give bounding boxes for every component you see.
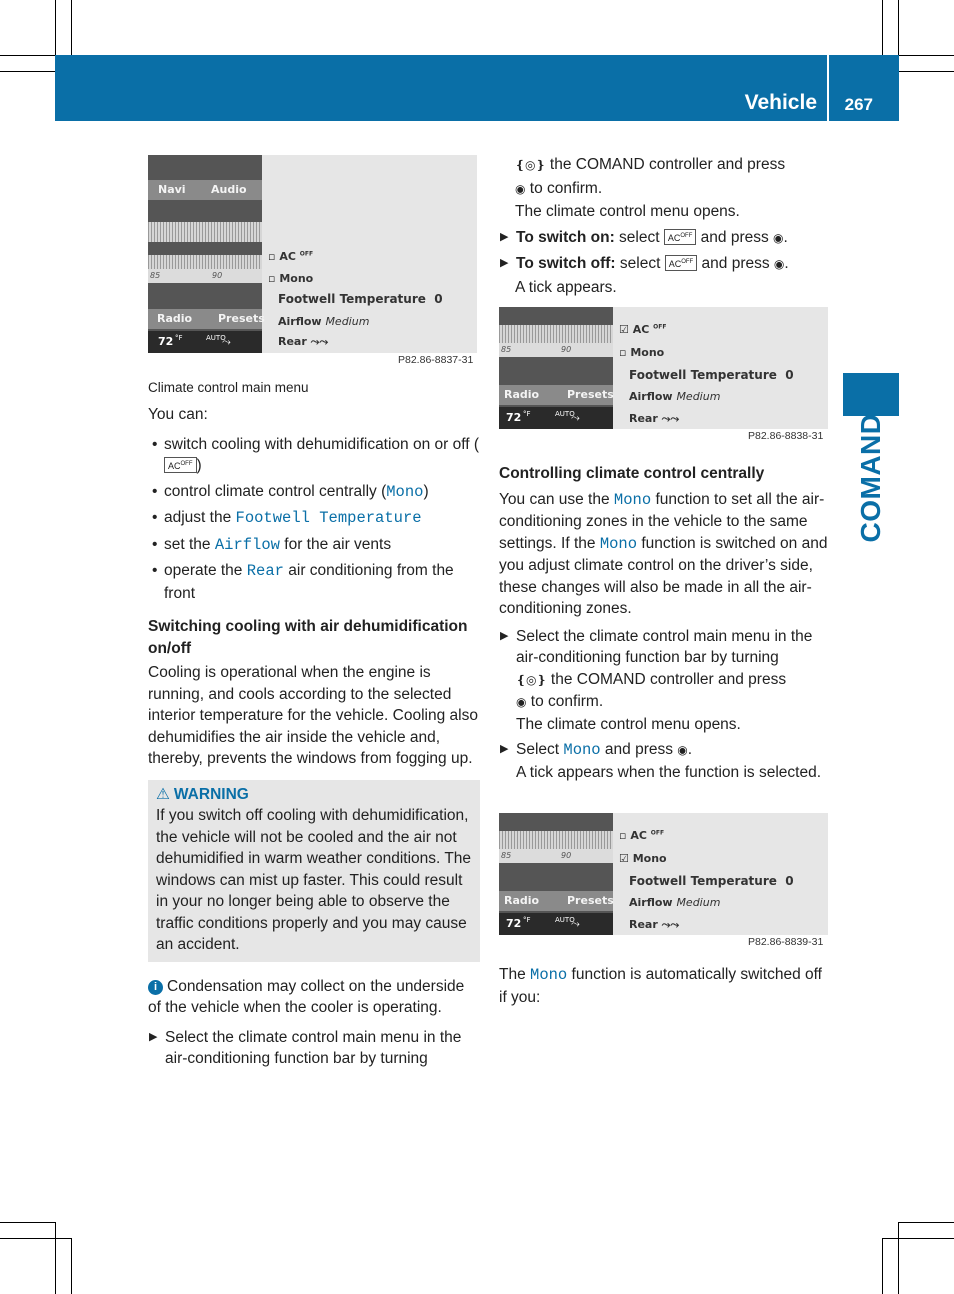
step-item: ▶ To switch on: select $AC^{OFF}$ and press ◉. bbox=[499, 227, 831, 250]
tab-navi: Navi bbox=[158, 183, 186, 196]
footwell-label: Footwell Temperature bbox=[278, 292, 426, 306]
fan-icon: ⤳ bbox=[571, 917, 580, 930]
right-column-top bbox=[499, 154, 831, 298]
climate-screen-3: 85 90 Radio Presets 72 °F AUTO ⤳ ▫ AC $^{OFF}$ ☑ Mono Footwell Temperature 0 Airflow Medium Rear ⤳⤳ bbox=[499, 813, 828, 935]
controller-press-icon: ◉ bbox=[515, 181, 526, 196]
figure-caption: Climate control main menu bbox=[148, 380, 309, 395]
step-result: The climate control menu opens. bbox=[515, 203, 740, 220]
rear-fan-icon: ⤳⤳ bbox=[661, 412, 680, 425]
bullet-item: • control climate control centrally (Mono) bbox=[148, 481, 480, 504]
page-header bbox=[55, 55, 899, 121]
left-column bbox=[148, 404, 480, 1070]
mono-label: Mono bbox=[279, 272, 314, 285]
paragraph: You can use the Mono function to set all the air-conditioning zones in the vehicle to the same settings. If the Mono function is switched on and you adjust climate control on the driver’s side, these changes will also be made in all the air-conditioning zones. bbox=[499, 490, 828, 617]
auto-label: AUTO bbox=[206, 334, 226, 342]
figure-code-2: P82.86-8838-31 bbox=[748, 430, 824, 442]
controller-turn-icon: ❴◎❵ bbox=[516, 672, 547, 687]
figure-code-3: P82.86-8839-31 bbox=[748, 936, 824, 948]
info-note: i Condensation may collect on the underside of the vehicle when the cooler is operating. bbox=[148, 977, 465, 1016]
header-divider bbox=[827, 55, 829, 121]
ac-label: AC bbox=[279, 250, 296, 263]
temp-unit: °F bbox=[175, 334, 183, 342]
warning-title: WARNING bbox=[173, 785, 249, 803]
step-item: ▶ To switch off: select $AC^{OFF}$ and press ◉. bbox=[499, 253, 831, 276]
controller-press-icon: ◉ bbox=[677, 743, 688, 757]
bullet-item: • switch cooling with dehumidification on or off ($AC^{OFF}$ ) bbox=[148, 434, 480, 477]
step-item: ▶ Select Mono and press ◉. A tick appears when the function is selected. bbox=[500, 741, 822, 781]
rear-fan-icon: ⤳⤳ bbox=[661, 918, 680, 931]
step-arrow-icon: ▶ bbox=[500, 629, 509, 642]
controller-turn-icon: ❴◎❵ bbox=[515, 158, 546, 172]
step-continuation: ❴◎❵ the COMAND controller and press bbox=[515, 156, 786, 173]
warning-box bbox=[148, 780, 480, 962]
step-item: ▶ Select the climate control main menu in the air-conditioning function bar by turning ❴◎❵ the COMAND controller and press ◉ to confirm. The climate control menu opens. bbox=[500, 627, 813, 733]
temp-value: 72 bbox=[158, 335, 174, 348]
climate-screen-1 bbox=[148, 155, 477, 353]
paragraph: The Mono function is automatically switched off if you: bbox=[499, 966, 822, 1006]
tab-presets: Presets bbox=[218, 312, 265, 325]
section-heading: Switching cooling with air dehumidification on/off bbox=[148, 618, 468, 657]
side-tab bbox=[843, 373, 899, 416]
warning-text: If you switch off cooling with dehumidification, the vehicle will not be cooled and the air not dehumidified in warm weather conditions. The windows can mist up faster. This could result in your no longer being able to observe the traffic conditions properly and you may cause an accident. bbox=[156, 807, 472, 953]
ac-off-icon: $AC^{OFF}$ bbox=[665, 255, 698, 271]
fan-icon: ⤳ bbox=[222, 335, 231, 348]
ac-off-label: OFF bbox=[299, 250, 314, 258]
right-column-bottom bbox=[499, 964, 831, 1008]
scale-85: 85 bbox=[150, 271, 161, 280]
controller-press-icon: ◉ bbox=[773, 230, 784, 245]
step-result: A tick appears. bbox=[515, 278, 617, 296]
step-arrow-icon: ▶ bbox=[500, 743, 509, 755]
ac-checkbox: ▫ bbox=[268, 250, 276, 263]
section-title: Vehicle bbox=[744, 91, 817, 114]
controller-press-icon: ◉ bbox=[773, 257, 785, 271]
airflow-label: Airflow bbox=[278, 315, 322, 328]
climate-screen-2: 85 90 Radio Presets 72 °F AUTO ⤳ ☑ AC $^{OFF}$ ▫ Mono Footwell Temperature 0 Airflow Medium Rear ⤳⤳ bbox=[499, 307, 828, 429]
rear-label: Rear bbox=[278, 335, 307, 348]
step-arrow-icon: ▶ bbox=[149, 1030, 158, 1043]
right-column-mid bbox=[499, 463, 831, 783]
step-arrow-icon: ▶ bbox=[500, 230, 509, 243]
mono-checkbox: ▫ bbox=[268, 272, 276, 285]
step-continuation: ◉ to confirm. bbox=[515, 179, 603, 197]
tab-audio: Audio bbox=[211, 183, 247, 196]
bullet-item: • set the Airflow for the air vents bbox=[148, 534, 480, 557]
warning-icon: ⚠ bbox=[156, 785, 170, 803]
tab-radio: Radio bbox=[157, 312, 193, 325]
figure-code-1: P82.86-8837-31 bbox=[398, 354, 474, 366]
airflow-value: Medium bbox=[325, 315, 370, 328]
side-tab-label: COMAND bbox=[855, 413, 886, 543]
controller-press-icon: ◉ bbox=[516, 695, 527, 709]
step-item: ▶ Select the climate control main menu in the air-conditioning function bar by turning bbox=[149, 1028, 462, 1067]
paragraph: Cooling is operational when the engine is running, and cools according to the selected interior temperature for the vehicle. Cooling also dehumidifies the air inside the vehicle and, thereby, prevents the windows from fogging up. bbox=[148, 664, 478, 767]
bullet-item: • operate the Rear air conditioning from the front bbox=[148, 560, 480, 604]
bullet-item: • adjust the Footwell Temperature bbox=[148, 507, 480, 530]
rear-fan-icon: ⤳⤳ bbox=[310, 335, 329, 348]
footwell-value: 0 bbox=[434, 292, 443, 306]
ac-off-icon: $AC^{OFF}$ bbox=[664, 229, 697, 245]
you-can: You can: bbox=[148, 406, 208, 423]
scale-90: 90 bbox=[212, 271, 223, 280]
page-number: 267 bbox=[844, 95, 873, 114]
step-arrow-icon: ▶ bbox=[500, 257, 509, 269]
fan-icon: ⤳ bbox=[571, 411, 580, 424]
info-icon: i bbox=[148, 980, 163, 995]
section-heading: Controlling climate control centrally bbox=[499, 465, 765, 482]
ac-off-icon: $AC^{OFF}$ bbox=[164, 457, 197, 473]
